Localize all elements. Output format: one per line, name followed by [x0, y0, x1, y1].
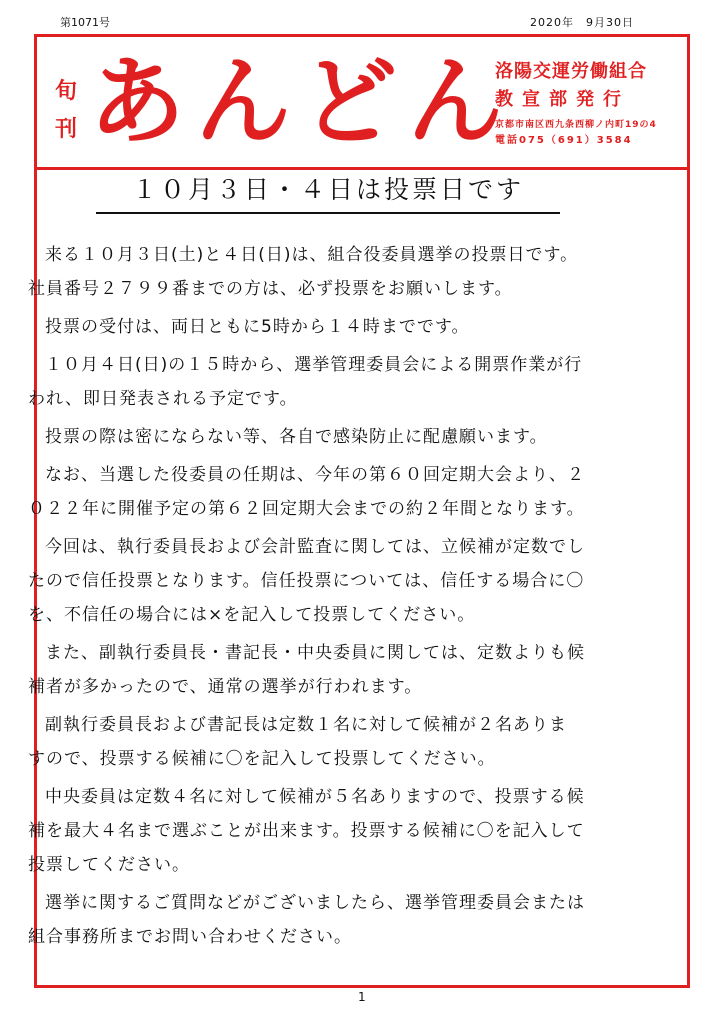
- paragraph-line: 投票してください。: [28, 855, 190, 875]
- article-body: [28, 238, 634, 958]
- paragraph-line: １０月４日(日)の１５時から、選挙管理委員会による開票作業が行: [45, 355, 583, 375]
- article-paragraph: [28, 420, 634, 454]
- article-paragraph: [28, 886, 634, 954]
- publication-frequency: [51, 73, 81, 149]
- publisher-phone: 電話075（691）3584: [495, 135, 633, 146]
- page-number: 1: [358, 990, 366, 1004]
- article-paragraph: [28, 780, 634, 882]
- paragraph-line: 補を最大４名まで選ぶことが出来ます。投票する候補に〇を記入して: [28, 821, 585, 841]
- union-name: 洛陽交運労働組合: [495, 61, 647, 82]
- masthead: [37, 37, 687, 170]
- paragraph-line: われ、即日発表される予定です。: [28, 389, 298, 409]
- paragraph-line: 組合事務所までお問い合わせください。: [28, 927, 352, 947]
- newsletter-title: あんどん: [89, 46, 513, 158]
- publishing-department: 教宣部発行: [495, 89, 630, 110]
- publisher-address: 京都市南区西九条西柳ノ内町19の4: [495, 120, 657, 130]
- article-paragraph: [28, 458, 634, 526]
- paragraph-line: を、不信任の場合には×を記入して投票してください。: [28, 605, 476, 625]
- issue-date: 2020年 9月30日: [530, 16, 634, 29]
- paragraph-line: 中央委員は定数４名に対して候補が５名ありますので、投票する候: [45, 787, 585, 807]
- article-paragraph: [28, 310, 634, 344]
- paragraph-line: たので信任投票となります。信任投票については、信任する場合に〇: [28, 571, 585, 591]
- frequency-char-2: 刊: [54, 117, 77, 142]
- paragraph-line: 選挙に関するご質問などがございましたら、選挙管理委員会または: [45, 893, 585, 913]
- paragraph-line: 投票の際は密にならない等、各自で感染防止に配慮願います。: [45, 427, 548, 447]
- paragraph-line: 来る１０月３日(土)と４日(日)は、組合役委員選挙の投票日です。: [45, 245, 579, 265]
- publisher-info: [495, 59, 657, 149]
- paragraph-line: すので、投票する候補に〇を記入して投票してください。: [28, 749, 496, 769]
- paragraph-line: 社員番号２７９９番までの方は、必ず投票をお願いします。: [28, 279, 513, 299]
- paragraph-line: なお、当選した役委員の任期は、今年の第６０回定期大会より、２: [45, 465, 585, 485]
- article-headline: １０月３日・４日は投票日です: [96, 172, 560, 214]
- issue-number: 第1071号: [60, 16, 110, 29]
- paragraph-line: 投票の受付は、両日ともに5時から１４時までです。: [45, 317, 470, 337]
- article-paragraph: [28, 530, 634, 632]
- paragraph-line: 今回は、執行委員長および会計監査に関しては、立候補が定数でし: [45, 537, 585, 557]
- paragraph-line: 副執行委員長および書記長は定数１名に対して候補が２名ありま: [45, 715, 567, 735]
- paragraph-line: 補者が多かったので、通常の選挙が行われます。: [28, 677, 423, 697]
- article-paragraph: [28, 238, 634, 306]
- paragraph-line: また、副執行委員長・書記長・中央委員に関しては、定数よりも候: [45, 643, 585, 663]
- article-paragraph: [28, 348, 634, 416]
- article-paragraph: [28, 636, 634, 704]
- frequency-char-1: 旬: [54, 79, 77, 104]
- paragraph-line: ０２２年に開催予定の第６２回定期大会までの約２年間となります。: [28, 499, 585, 519]
- article-paragraph: [28, 708, 634, 776]
